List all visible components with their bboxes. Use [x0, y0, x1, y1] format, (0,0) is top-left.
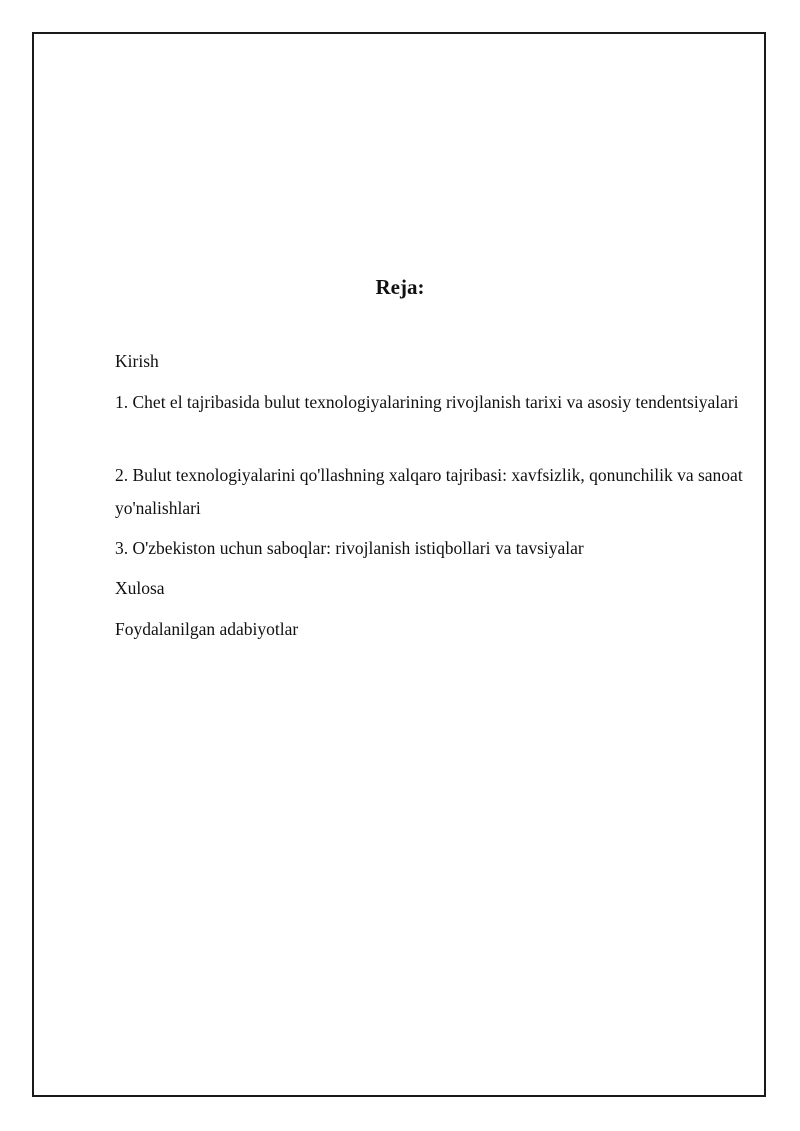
page-title: Reja: [375, 275, 425, 299]
toc-item-introduction: Kirish [115, 351, 159, 371]
toc-item-chapter-2: 2. Bulut texnologiyalarini qo'llashning xalqaro tajribasi: xavfsizlik, qonunchilik va sanoat yo'nalishlari [115, 465, 743, 518]
toc-item-conclusion: Xulosa [115, 578, 165, 598]
toc-item-chapter-1: 1. Chet el tajribasida bulut texnologiyalarining rivojlanish tarixi va asosiy tendentsiyalari [115, 392, 739, 412]
toc-item-chapter-3: 3. O'zbekiston uchun saboqlar: rivojlanish istiqbollari va tavsiyalar [115, 538, 584, 558]
toc-item-references: Foydalanilgan adabiyotlar [115, 619, 299, 639]
